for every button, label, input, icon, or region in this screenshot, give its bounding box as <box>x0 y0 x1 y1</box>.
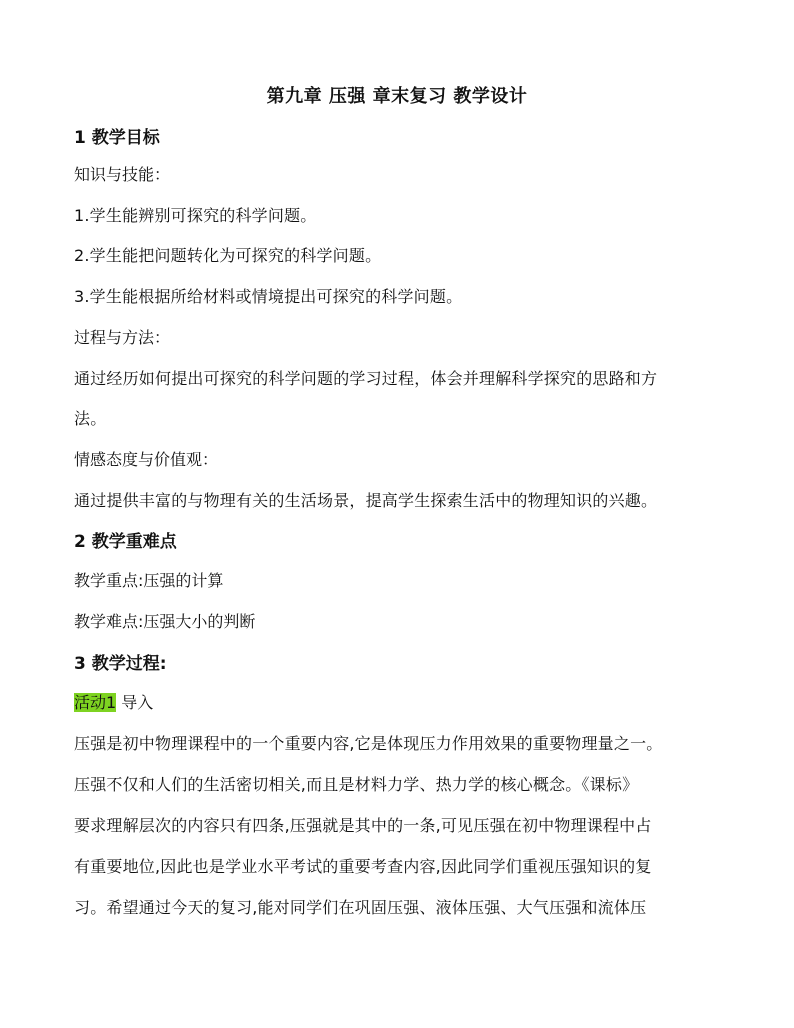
document-title: 第九章 压强 章末复习 教学设计 <box>266 86 528 107</box>
objective-item-1: 1.学生能辨别可探究的科学问题。 <box>74 206 317 225</box>
paragraph-line-5: 习。希望通过今天的复习,能对同学们在巩固压强、液体压强、大气压强和流体压 <box>74 898 647 917</box>
activity-label-highlight: 活动 <box>74 693 107 712</box>
section-heading-key-points: 2 教学重难点 <box>74 532 177 552</box>
paragraph-line-3: 要求理解层次的内容只有四条,压强就是其中的一条,可见压强在初中物理课程中占 <box>74 816 652 835</box>
teaching-difficulty: 教学难点:压强大小的判断 <box>74 612 256 631</box>
paragraph-line-4: 有重要地位,因此也是学业水平考试的重要考查内容,因此同学们重视压强知识的复 <box>74 857 652 876</box>
activity-number-highlight: 1 <box>106 693 117 712</box>
process-method-label: 过程与方法： <box>74 328 171 347</box>
activity-heading <box>74 691 724 715</box>
process-text-line-1: 通过经历如何提出可探究的科学问题的学习过程，体会并理解科学探究的思路和方 <box>74 369 658 388</box>
objective-item-2: 2.学生能把问题转化为可探究的科学问题。 <box>74 246 382 265</box>
emotion-attitude-label: 情感态度与价值观： <box>74 450 219 469</box>
teaching-focus: 教学重点:压强的计算 <box>74 571 224 590</box>
paragraph-line-2: 压强不仅和人们的生活密切相关,而且是材料力学、热力学的核心概念。《课标》 <box>74 775 639 794</box>
section-heading-process: 3 教学过程: <box>74 654 167 674</box>
activity-title: 导入 <box>116 693 154 712</box>
objective-item-3: 3.学生能根据所给材料或情境提出可探究的科学问题。 <box>74 287 463 306</box>
emotion-text: 通过提供丰富的与物理有关的生活场景，提高学生探索生活中的物理知识的兴趣。 <box>74 491 658 510</box>
process-text-line-2: 法。 <box>74 409 107 428</box>
section-heading-objectives: 1 教学目标 <box>74 128 160 148</box>
knowledge-skills-label: 知识与技能： <box>74 165 171 184</box>
paragraph-line-1: 压强是初中物理课程中的一个重要内容,它是体现压力作用效果的重要物理量之一。 <box>74 734 663 753</box>
